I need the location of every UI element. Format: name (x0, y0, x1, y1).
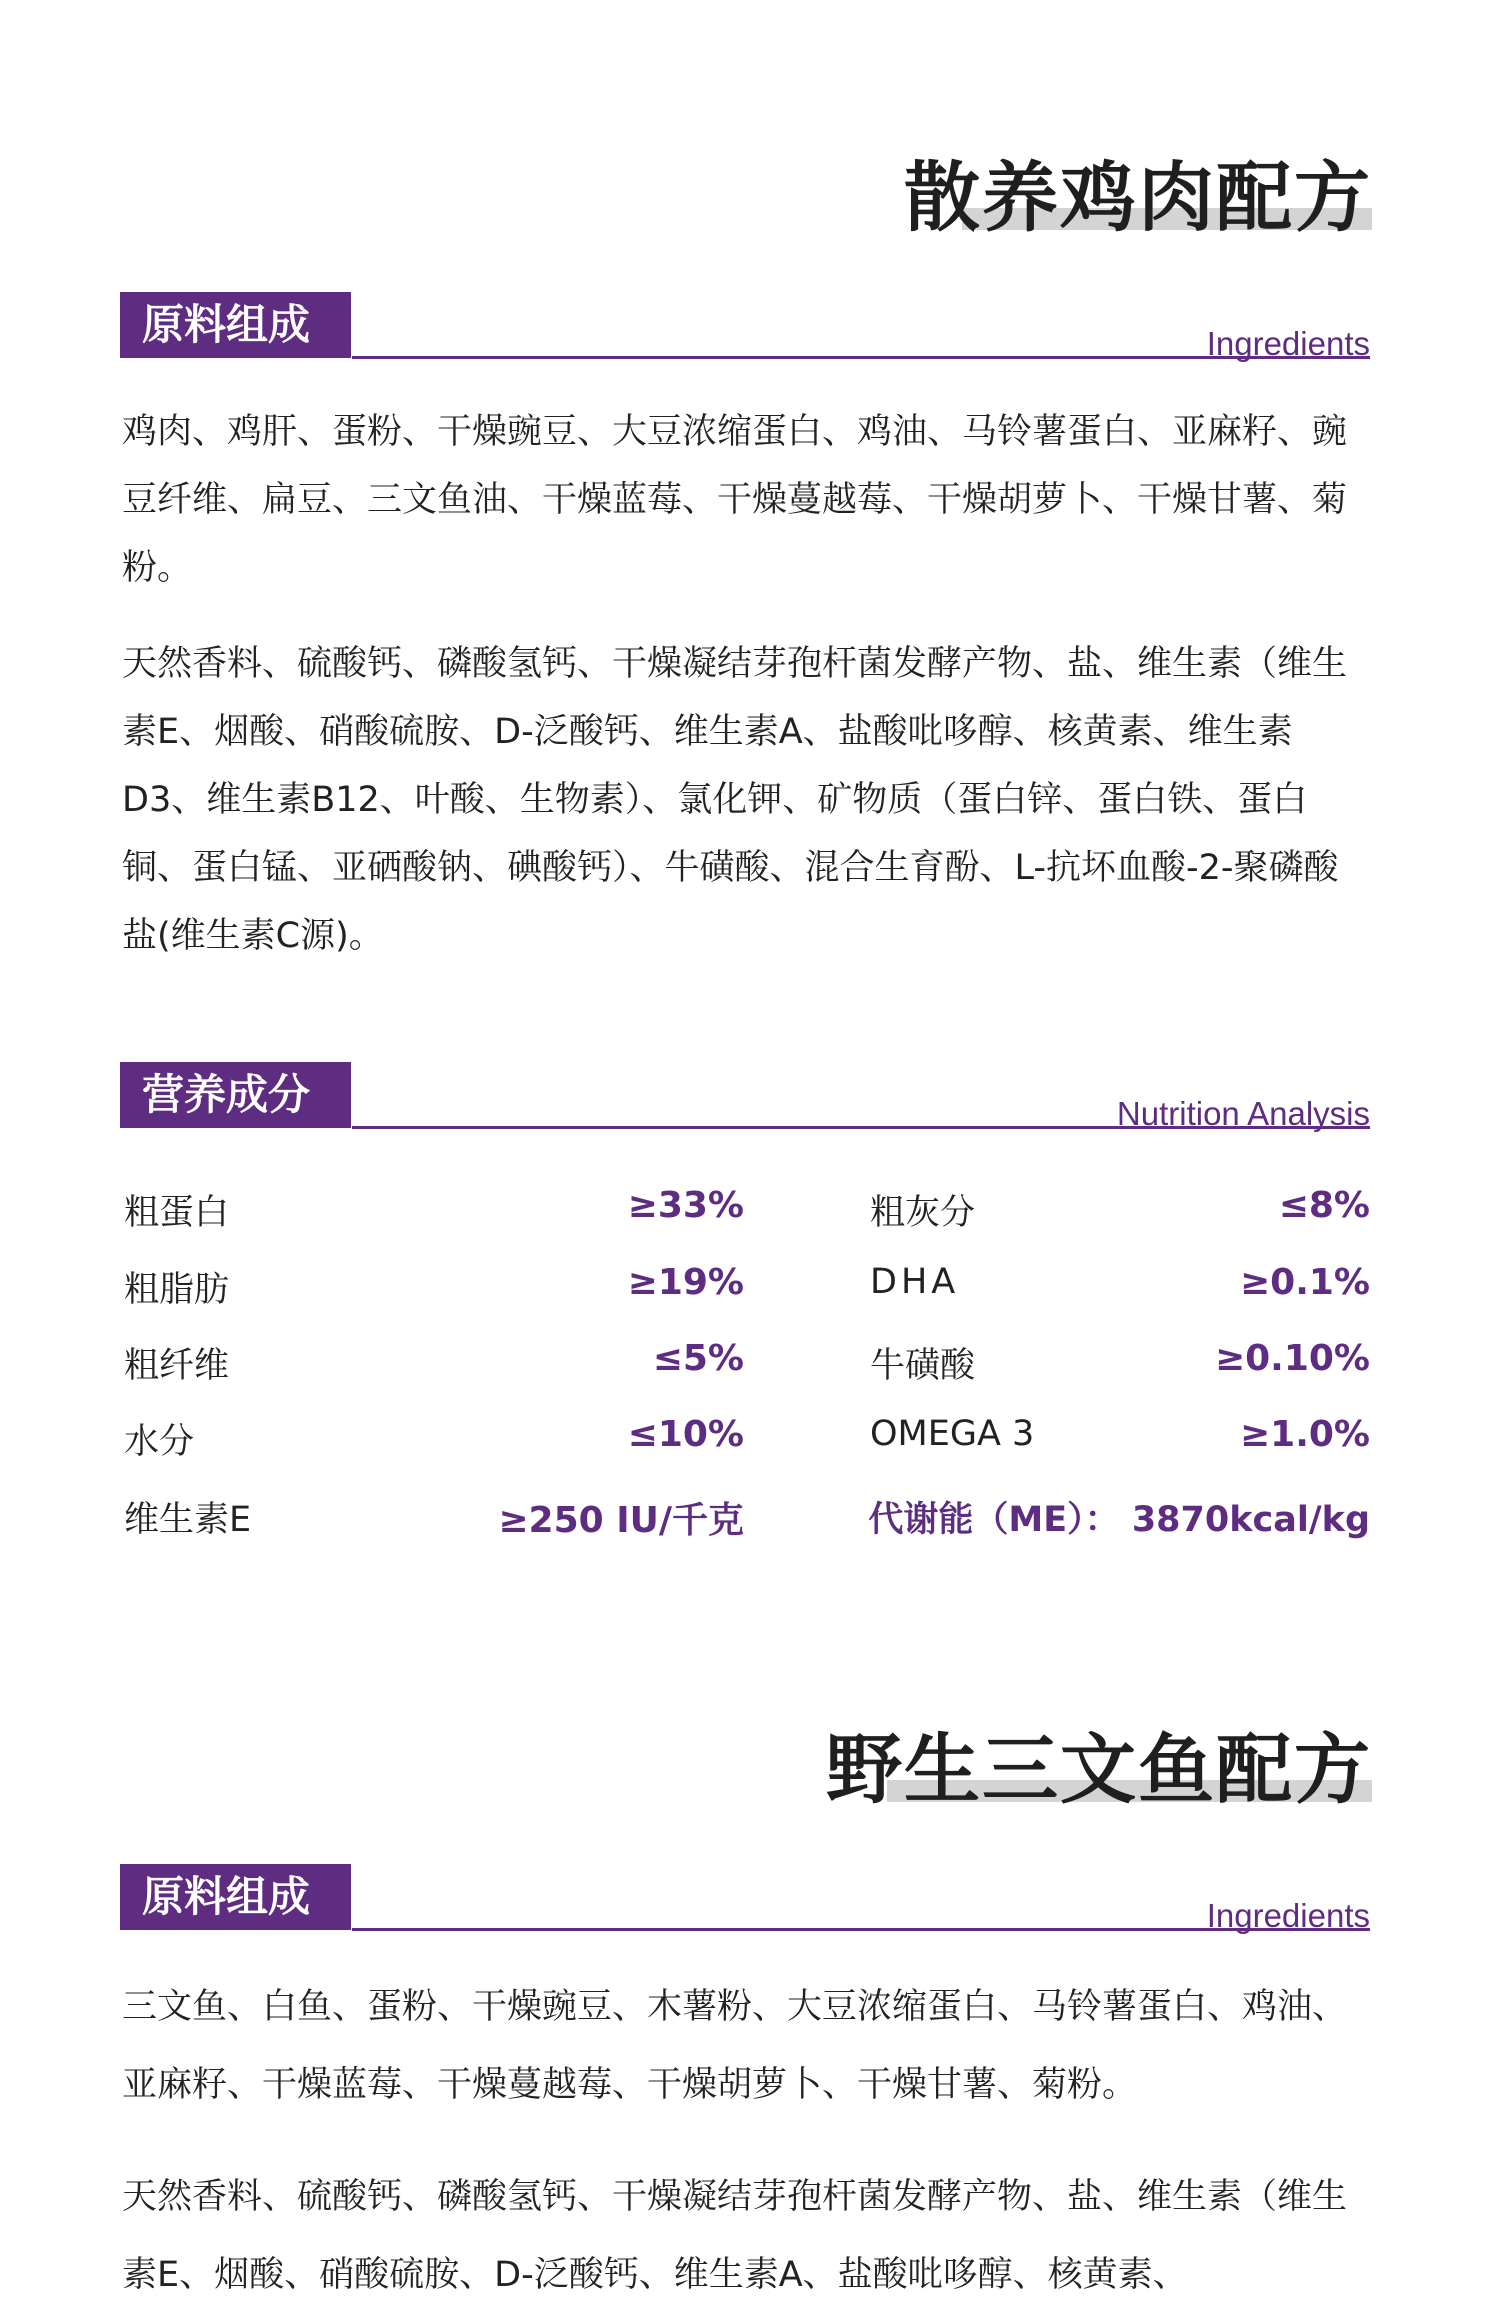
nutrient-name: 粗灰分 (870, 1193, 976, 1233)
nutrient-value: ≤5% (652, 1338, 744, 1379)
ingredients-text: 鸡肉、鸡肝、蛋粉、干燥豌豆、大豆浓缩蛋白、鸡油、马铃薯蛋白、亚麻籽、豌豆纤维、扁豆、三文鱼油、干燥蓝莓、干燥蔓越莓、干燥胡萝卜、干燥甘薯、菊粉。 (122, 412, 1348, 588)
additives-text: 天然香料、硫酸钙、磷酸氢钙、干燥凝结芽孢杆菌发酵产物、盐、维生素（维生素E、烟酸、硝酸硫胺、D-泛酸钙、维生素A、盐酸吡哆醇、核黄素、维生素D3、维生素B12、叶酸、生物素）、氯化钾、矿物质（蛋白锌、蛋白铁、蛋白铜、蛋白锰、亚硒酸钠、碘酸钙）、牛磺酸、混合生育酚、L-抗坏血酸-2-聚磷酸盐(维生素C源)。 (122, 644, 1348, 956)
section-title: 野生三文鱼配方 (826, 1725, 1372, 1814)
nutrient-name: 粗纤维 (124, 1346, 230, 1386)
ingredients-text: 三文鱼、白鱼、蛋粉、干燥豌豆、木薯粉、大豆浓缩蛋白、马铃薯蛋白、鸡油、亚麻籽、干燥蓝莓、干燥蔓越莓、干燥胡萝卜、干燥甘薯、菊粉。 (122, 1987, 1348, 2105)
nutrient-name: 水分 (124, 1422, 195, 1462)
nutrition-label-en: Nutrition Analysis (1116, 1095, 1370, 1132)
nutrition-label: 营养成分 (120, 1062, 351, 1128)
nutrient-value: ≤8% (1278, 1185, 1370, 1226)
nutrient-value: ≤10% (627, 1414, 744, 1455)
section-title: 散养鸡肉配方 (904, 153, 1372, 242)
nutrient-name: OMEGA 3 (870, 1414, 1035, 1454)
nutrient-value: ≥250 IU/千克 (498, 1500, 744, 1541)
ingredients-label: 原料组成 (120, 292, 351, 358)
additives-text: 天然香料、硫酸钙、磷酸氢钙、干燥凝结芽孢杆菌发酵产物、盐、维生素（维生素E、烟酸、硝酸硫胺、D-泛酸钙、维生素A、盐酸吡哆醇、核黄素、 (122, 2177, 1348, 2295)
metabolizable-energy: 代谢能（ME）： 3870kcal/kg (868, 1500, 1370, 1540)
nutrient-name: 牛磺酸 (870, 1346, 976, 1386)
nutrient-name: 粗蛋白 (124, 1193, 230, 1233)
nutrient-value: ≥0.10% (1214, 1338, 1370, 1379)
nutrient-name: 粗脂肪 (124, 1270, 230, 1310)
ingredients-label-en: Ingredients (1206, 325, 1370, 362)
nutrient-name: 维生素E (124, 1500, 252, 1540)
nutrient-value: ≥1.0% (1239, 1414, 1370, 1455)
ingredients-label-en: Ingredients (1206, 1897, 1370, 1934)
nutrient-value: ≥33% (627, 1185, 744, 1226)
ingredients-label: 原料组成 (120, 1864, 351, 1930)
nutrient-name: DHA (870, 1262, 960, 1302)
nutrient-value: ≥0.1% (1239, 1262, 1370, 1303)
nutrient-value: ≥19% (627, 1262, 744, 1303)
